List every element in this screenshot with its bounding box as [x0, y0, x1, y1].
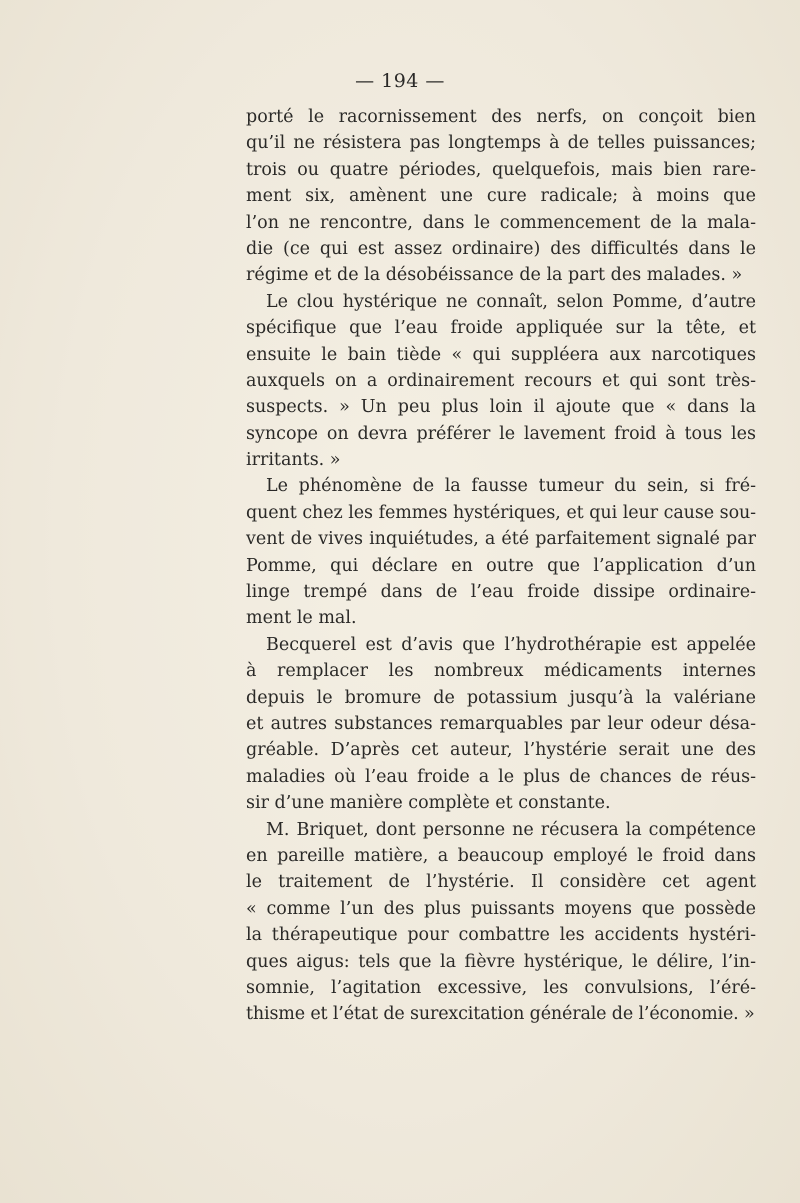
text-line: somnie, l’agitation excessive, les convulsions, l’éré-: [246, 977, 756, 998]
text-line: ensuite le bain tiède « qui suppléera aux narcotiques: [246, 344, 756, 365]
text-line: ment le mal.: [246, 608, 357, 629]
text-line: la thérapeutique pour combattre les accidents hystéri-: [246, 925, 756, 946]
text-line: porté le racornissement des nerfs, on conçoit bien: [246, 107, 756, 127]
text-line: l’on ne rencontre, dans le commencement de la mala-: [246, 212, 756, 233]
text-line: à remplacer les nombreux médicaments internes: [246, 661, 756, 682]
text-line: « comme l’un des plus puissants moyens que possède: [246, 898, 756, 919]
text-line: linge trempé dans de l’eau froide dissipe ordinaire-: [246, 582, 756, 603]
body-text: [246, 104, 756, 1028]
text-line: quent chez les femmes hystériques, et qui leur cause sou-: [246, 502, 756, 523]
text-line: Le clou hystérique ne connaît, selon Pomme, d’autre: [266, 291, 756, 312]
text-line: thisme et l’état de surexcitation générale de l’économie. »: [246, 1004, 755, 1025]
text-line: die (ce qui est assez ordinaire) des difficultés dans le: [246, 238, 756, 259]
text-line: régime et de la désobéissance de la part des malades. »: [246, 265, 743, 286]
text-line: en pareille matière, a beaucoup employé le froid dans: [246, 845, 756, 866]
text-line: ment six, amènent une cure radicale; à moins que: [246, 186, 756, 207]
text-line: et autres substances remarquables par leur odeur désa-: [246, 713, 756, 734]
text-line: M. Briquet, dont personne ne récusera la compétence: [266, 819, 756, 840]
text-line: spécifique que l’eau froide appliquée sur la tête, et: [246, 318, 756, 339]
page-number: — 194 —: [355, 70, 445, 92]
text-line: auxquels on a ordinairement recours et qui sont très-: [246, 370, 756, 391]
text-line: ques aigus: tels que la fièvre hystérique, le délire, l’in-: [246, 951, 756, 972]
text-line: qu’il ne résistera pas longtemps à de telles puissances;: [246, 133, 756, 154]
text-line: depuis le bromure de potassium jusqu’à la valériane: [246, 687, 756, 708]
text-line: gréable. D’après cet auteur, l’hystérie serait une des: [246, 740, 756, 761]
text-line: Le phénomène de la fausse tumeur du sein, si fré-: [266, 476, 756, 497]
text-line: irritants. »: [246, 450, 341, 471]
text-line: le traitement de l’hystérie. Il considère cet agent: [246, 872, 756, 893]
text-line: syncope on devra préférer le lavement froid à tous les: [246, 423, 756, 444]
text-line: trois ou quatre périodes, quelquefois, mais bien rare-: [246, 159, 756, 180]
text-line: sir d’une manière complète et constante.: [246, 793, 611, 814]
text-line: suspects. » Un peu plus loin il ajoute que « dans la: [246, 397, 756, 418]
text-line: Pomme, qui déclare en outre que l’application d’un: [246, 555, 756, 576]
text-line: Becquerel est d’avis que l’hydrothérapie est appelée: [266, 634, 756, 655]
text-line: maladies où l’eau froide a le plus de chances de réus-: [246, 766, 756, 787]
text-line: vent de vives inquiétudes, a été parfaitement signalé par: [246, 529, 756, 550]
